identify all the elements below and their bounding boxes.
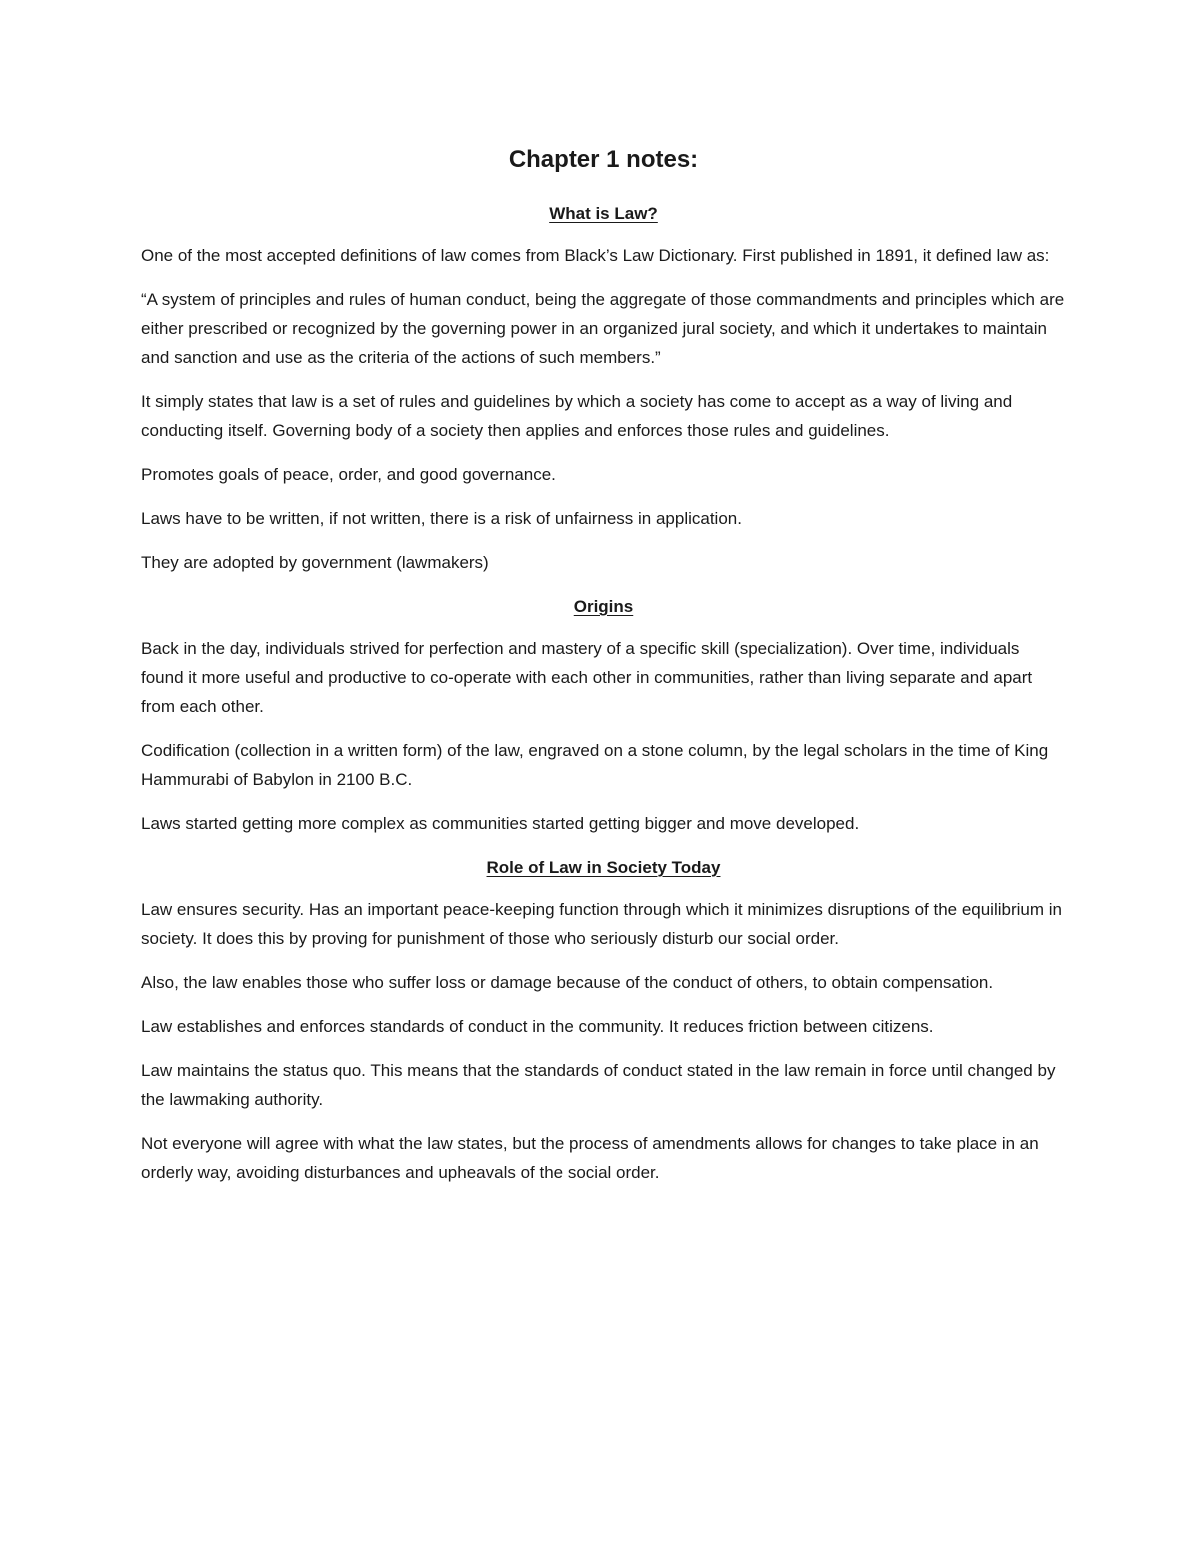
paragraph: Law establishes and enforces standards of conduct in the community. It reduces friction between citizens.: [141, 1017, 934, 1036]
paragraph: Codification (collection in a written form) of the law, engraved on a stone column, by the legal scholars in the time of King Hammurabi of Babylon in 2100 B.C.: [141, 741, 1049, 789]
paragraph: Back in the day, individuals strived for perfection and mastery of a specific skill (specialization). Over time, individuals found it more useful and productive to co-operate with each other in communities, rather than living separate and apart from each other.: [141, 639, 1033, 716]
paragraph: Law maintains the status quo. This means that the standards of conduct stated in the law remain in force until changed by the lawmaking authority.: [141, 1061, 1056, 1109]
paragraph: Laws have to be written, if not written, there is a risk of unfairness in application.: [141, 509, 742, 528]
paragraph: Promotes goals of peace, order, and good governance.: [141, 465, 556, 484]
section-heading-what-is-law: What is Law?: [549, 204, 658, 223]
paragraph: One of the most accepted definitions of law comes from Black’s Law Dictionary. First published in 1891, it defined law as:: [141, 246, 1050, 265]
quote-paragraph: “A system of principles and rules of human conduct, being the aggregate of those commandments and principles which are either prescribed or recognized by the governing power in an organized jural society, and which it undertakes to maintain and sanction and use as the criteria of the actions of such members.”: [141, 290, 1065, 367]
paragraph: They are adopted by government (lawmakers): [141, 553, 489, 572]
paragraph: Law ensures security. Has an important peace-keeping function through which it minimizes disruptions of the equilibrium in society. It does this by proving for punishment of those who seriously disturb our social order.: [141, 900, 1062, 948]
paragraph: Also, the law enables those who suffer loss or damage because of the conduct of others, to obtain compensation.: [141, 973, 994, 992]
paragraph: Laws started getting more complex as communities started getting bigger and move developed.: [141, 814, 860, 833]
section-heading-role-of-law: Role of Law in Society Today: [486, 858, 721, 877]
document-body: [141, 143, 1066, 1202]
document-title: Chapter 1 notes:: [508, 146, 699, 173]
paragraph: Not everyone will agree with what the law states, but the process of amendments allows for changes to take place in an orderly way, avoiding disturbances and upheavals of the social order.: [141, 1134, 1039, 1182]
paragraph: It simply states that law is a set of rules and guidelines by which a society has come to accept as a way of living and conducting itself. Governing body of a society then applies and enforces those rules and guidelines.: [141, 392, 1013, 440]
section-heading-origins: Origins: [573, 597, 634, 616]
